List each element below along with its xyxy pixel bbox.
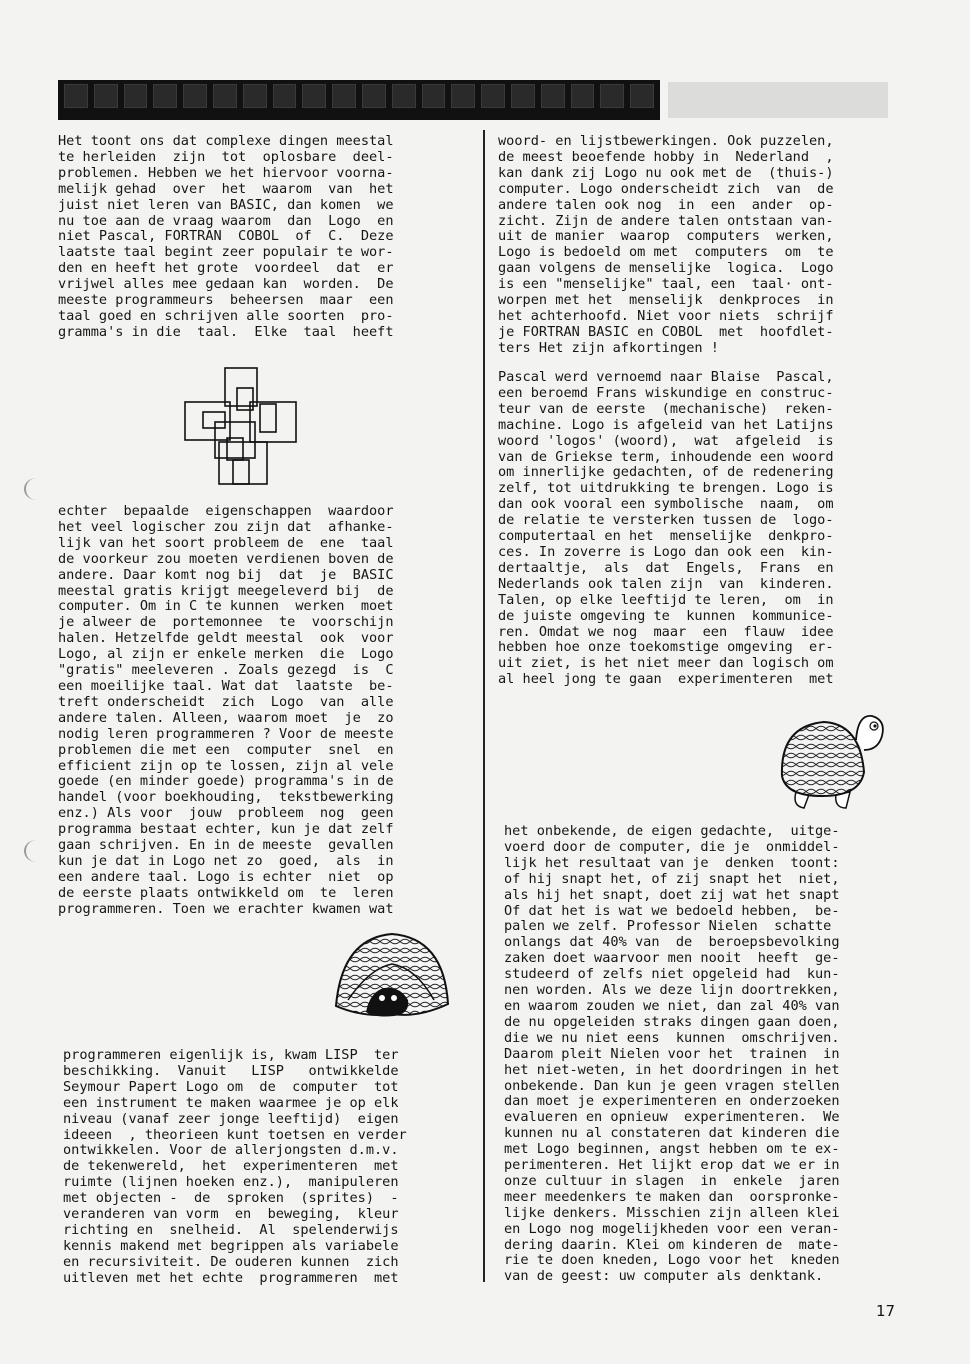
header-bar-bleed xyxy=(668,82,888,118)
punch-hole-bottom xyxy=(24,840,48,862)
left-text-block-1: Het toont ons dat complexe dingen meestal te herleiden zijn tot oplosbare deel- problemen. Hebben we het hiervoor voorna- melijk gehad over het waarom van het juist niet leren van BASIC, dan komen we nu toe aan de vraag waarom dan Logo en niet Pascal, FORTRAN COBOL of C. Deze laatste taal begint zeer populair te wor- den en heeft het grote voordeel dat er vrijwel alles mee gedaan kan worden. De meeste programmeurs beheersen maar een taal goed en schrijven alle soorten pro- gramma's in die taal. Elke taal heeft xyxy=(58,133,394,340)
left-text-block-2: echter bepaalde eigenschappen waardoor het veel logischer zou zijn dat afhanke- lijk van het soort probleem de ene taal de voorkeur zou moeten verdienen boven de andere. Daar komt nog bij dat je BASIC meestal gratis krijgt meegeleverd bij de computer. Om in C te kunnen werken moet je alweer de portemonnee te voorschijn halen. Hetzelfde geldt meestal ook voor Logo, al zijn er enkele merken die Logo "gratis" meeleveren . Zoals gezegd is C een moeilijke taal. Wat dat laatste be- treft onderscheidt zich Logo van alle andere talen. Alleen, waarom moet je zo nodig leren programmeren ? Voor de meeste problemen die met een computer snel en efficient zijn op te lossen, zijn al vele goede (en minder goede) programma's in de handel (voor boekhouding, tekstbewerking enz.) Als voor jouw probleem nog geen programma bestaat echter, kun je dat zelf gaan schrijven. En in de meeste gevallen kun je dat in Logo net zo goed, als in een andere taal. Logo is echter niet op de eerste plaats ontwikkeld om te leren programmeren. Toen we erachter kwamen wat xyxy=(58,503,394,917)
punch-hole-top xyxy=(24,478,48,500)
right-text-block-2: Pascal werd vernoemd naar Blaise Pascal, een beroemd Frans wiskundige en construc- teur van de eerste (mechanische) reken- machine. Logo is afgeleid van het Latijns woord 'logos' (woord), wat afgeleid is van de Griekse term, inhoudende een woord om innerlijke gedachten, of de redenering zelf, tot uitdrukking te brengen. Logo is dan ook vooral een symbolische naam, om de relatie te versterken tussen de logo- computertaal en het menselijke denkpro- ces. In zoverre is Logo dan ook een kin- dertaaltje, als dat Engels, Frans en Nederlands ook talen zijn van kinderen. Talen, op elke leeftijd te leren, om in de juiste omgeving te kunnen kommunice- ren. Omdat we nog maar een flauw idee hebben hoe onze toekomstige omgeving er- uit ziet, is het niet meer dan logisch om al heel jong te gaan experimenteren met xyxy=(498,369,834,688)
right-text-block-3: het onbekende, de eigen gedachte, uitge- voerd door de computer, die je onmiddel- lijk het resultaat van je denken toont: of hij snapt het, of zij snapt het niet, als hij het snapt, doet zij wat het snapt Of dat het is wat we bedoeld hebben, be- palen we zelf. Professor Nielen schatte onlangs dat 40% van de beroepsbevolking zaken doet waarvoor men nooit heeft ge- studeerd of zelfs niet opgeleid had kun- nen worden. Als we deze lijn doortrekken, en waarom zouden we niet, dan zal 40% van de nu opgeleiden straks dingen gaan doen, die we nu niet eens kunnen omschrijven. Daarom pleit Nielen voor het trainen in het niet-weten, in het doordringen in het onbekende. Dan kun je geen vragen stellen dan moet je experimenteren en onderzoeken evalueren en opnieuw experimenteren. We kunnen nu al constateren dat kinderen die met Logo beginnen, angst hebben om te ex- perimenteren. Het lijkt erop dat we er in onze cultuur in slagen in enkele jaren meer meedenkers te maken dan oorspronke- lijke denkers. Misschien zijn alleen klei en Logo nog mogelijkheden voor een veran- dering daarin. Klei om kinderen de mate- rie te doen kneden, Logo voor het kneden van de geest: uw computer als denktank. xyxy=(504,823,840,1285)
left-text-block-3: programmeren eigenlijk is, kwam LISP ter beschikking. Vanuit LISP ontwikkelde Seymour Papert Logo om de computer tot een instrument te maken waarmee je op elk niveau (vanaf zeer jonge leeftijd) eigen ideeen , theorieen kunt toetsen en verder ontwikkelen. Voor de allerjongsten d.m.v. de tekenwereld, het experimenteren met ruimte (lijnen hoeken enz.), manipuleren met objecten - de sproken (sprites) - veranderen van vorm en beweging, kleur richting en snelheid. Al spelenderwijs kennis makend met begrippen als variabele en recursiviteit. De ouderen kunnen zich uitleven met het echte programmeren met xyxy=(63,1047,407,1286)
turtle-icon xyxy=(776,706,888,812)
hiding-turtle-icon xyxy=(330,928,455,1028)
column-divider xyxy=(483,130,485,1282)
page-number: 17 xyxy=(876,1302,896,1320)
right-text-block-1: woord- en lijstbewerkingen. Ook puzzelen, de meest beoefende hobby in Nederland , kan dank zij Logo nu ook met de (thuis-) computer. Logo onderscheidt zich van de andere talen ook nog in een ander op- zicht. Zijn de andere talen ontstaan van- uit de manier waarop computers werken, Logo is bedoeld om met computers om te gaan volgens de menselijke logica. Logo is een "menselijke" taal, een taal· ont- worpen met het menselijk denkproces in het achterhoofd. Niet voor niets schrijf je FORTRAN BASIC en COBOL met hoofdlet- ters Het zijn afkortingen ! xyxy=(498,133,834,356)
square-flower-illustration xyxy=(175,360,305,490)
header-bar xyxy=(58,80,660,120)
